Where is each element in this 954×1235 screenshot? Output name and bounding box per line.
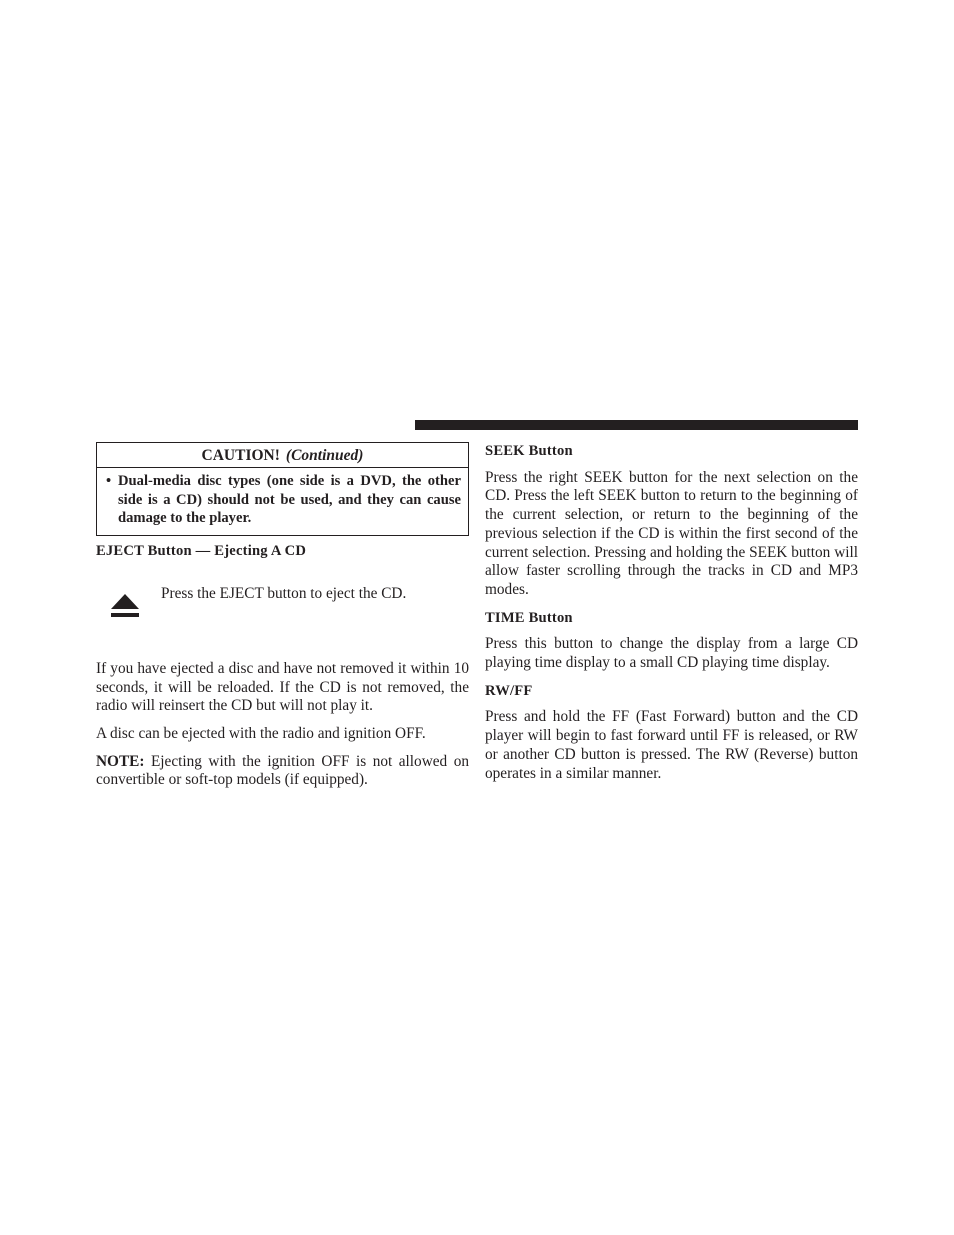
eject-instruction: Press the EJECT button to eject the CD. — [161, 584, 407, 602]
seek-text: Press the right SEEK button for the next selection on the CD. Press the left SEEK button to return to the beginning of the current selection, or return to the beginning of the previous selection if the CD is within the first second of the current selection. Pressing and holding the SEEK button will allow faster scrolling through the tracks in CD and MP3 modes. — [485, 468, 858, 598]
bullet: • — [106, 473, 112, 489]
header-rule — [415, 420, 858, 430]
rwff-heading: RW/FF — [485, 682, 533, 699]
eject-row — [96, 584, 469, 643]
caution-item-text: Dual-media disc types (one side is a DVD, the other side is a CD) should not be used, and they can cause damage to the player. — [118, 473, 461, 527]
note-text: Ejecting with the ignition OFF is not allowed on convertible or soft-top models (if equipped). — [96, 752, 469, 789]
caution-title — [97, 443, 468, 468]
eject-icon — [111, 594, 139, 620]
left-column — [96, 442, 469, 790]
eject-paragraph-1: If you have ejected a disc and have not removed it within 10 seconds, it will be reloaded. If the CD is not removed, the radio will reinsert the CD but will not play it. — [96, 659, 469, 715]
right-column — [485, 442, 858, 783]
caution-box — [96, 442, 469, 536]
note-paragraph — [96, 753, 469, 790]
rwff-text: Press and hold the FF (Fast Forward) button and the CD player will begin to fast forward until FF is released, or RW or another CD button is pressed. The RW (Reverse) button operates in a similar manner. — [485, 708, 858, 782]
caution-item — [97, 468, 468, 535]
eject-heading: EJECT Button — Ejecting A CD — [96, 543, 307, 560]
note-label: NOTE: — [96, 752, 145, 770]
seek-heading: SEEK Button — [485, 443, 573, 459]
caution-continued: (Continued) — [285, 447, 364, 464]
caution-label: CAUTION! — [201, 447, 280, 464]
eject-paragraph-2: A disc can be ejected with the radio and ignition OFF. — [96, 724, 426, 742]
time-text: Press this button to change the display from a large CD playing time display to a small CD playing time display. — [485, 635, 858, 672]
time-heading: TIME Button — [485, 609, 573, 626]
